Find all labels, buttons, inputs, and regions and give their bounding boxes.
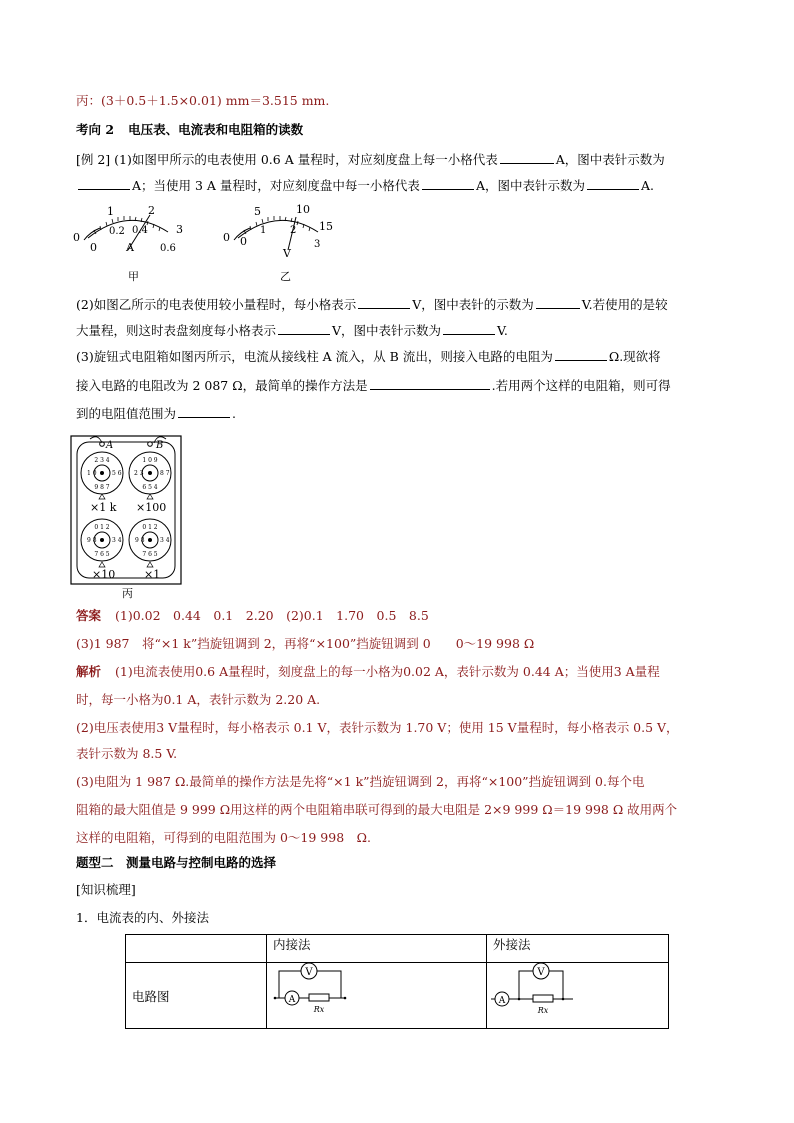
svg-text:1 0: 1 0 — [87, 470, 97, 477]
example-line-3: (2)如图乙所示的电表使用较小量程时，每小格表示 V，图中表针的示数为 V.若使用的是较 — [76, 297, 668, 312]
svg-text:7 6 5: 7 6 5 — [142, 551, 158, 558]
analysis-line-3: (2)电压表使用3 V量程时，每小格表示 0.1 V，表针示数为 1.70 V；使用 15 V量程时，每小格表示 0.5 V， — [76, 720, 679, 735]
voltmeter-symbol: V — [537, 967, 545, 978]
section-label: 考向 2 — [76, 122, 115, 137]
answer-line-2: (3)1 987 将“×1 k”挡旋钮调到 2，再将“×100”挡旋钮调到 0 0～19 998 Ω — [76, 636, 535, 651]
topic-heading: 题型二 测量电路与控制电路的选择 — [76, 855, 277, 870]
terminal-b-label: B — [156, 440, 164, 451]
analysis-line-5: (3)电阻为 1 987 Ω.最简单的操作方法是先将“×1 k”挡旋钮调到 2，再将“×100”挡旋钮调到 0.每个电 — [76, 774, 645, 789]
answer-line-1: 答案 (1)0.02 0.44 0.1 2.20 (2)0.1 1.70 0.5 8.5 — [76, 608, 429, 623]
figure-caption: 丙 — [122, 587, 133, 600]
resistor-label: Rx — [313, 1005, 325, 1014]
svg-text:7 6 5: 7 6 5 — [94, 551, 110, 558]
figure-caption: 乙 — [280, 270, 291, 283]
answer-blank[interactable] — [358, 296, 410, 309]
section-title: 电压表、电流表和电阻箱的读数 — [128, 122, 304, 137]
inner-connection-diagram — [267, 963, 486, 1025]
tick-label: 0.2 — [109, 226, 125, 237]
tick-label: 10 — [296, 203, 310, 216]
tick-label: 0 — [223, 231, 230, 244]
svg-text:9 8: 9 8 — [87, 537, 97, 544]
tick-label: 2 — [290, 225, 297, 236]
svg-text:9 8 7: 9 8 7 — [94, 484, 110, 491]
tick-label: 0 — [73, 231, 80, 244]
svg-text:9 8: 9 8 — [135, 537, 145, 544]
tick-label: 0.4 — [132, 225, 148, 236]
example-line-5: (3)旋钮式电阻箱如图丙所示，电流从接线柱 A 流入，从 B 流出，则接入电路的电阻为 Ω.现欲将 — [76, 349, 661, 364]
knob-label: ×100 — [136, 501, 167, 514]
table-header-outer: 外接法 — [487, 935, 669, 963]
resistance-box-figure — [70, 433, 182, 601]
tick-label: 15 — [319, 220, 333, 233]
resistor-label: Rx — [537, 1006, 549, 1015]
knob-x1[interactable] — [129, 519, 171, 561]
svg-text:2 3 4: 2 3 4 — [94, 457, 110, 464]
table-header-empty — [126, 935, 267, 963]
terminal-a-label: A — [106, 440, 114, 451]
meter-unit-label: A — [126, 241, 134, 254]
analysis-label: 解析 — [76, 664, 102, 679]
prev-answer-line: 丙：(3＋0.5＋1.5×0.01) mm＝3.515 mm. — [76, 93, 330, 108]
inner-circuit-cell — [267, 963, 487, 1029]
knob-x1k[interactable] — [81, 452, 123, 494]
table-header-inner: 内接法 — [267, 935, 487, 963]
tick-label: 0 — [90, 241, 97, 254]
svg-text:3 4: 3 4 — [160, 537, 170, 544]
svg-text:6 5 4: 6 5 4 — [142, 484, 158, 491]
analysis-line-1: 解析 (1)电流表使用0.6 A量程时，刻度盘上的每一小格为0.02 A，表针示数为 0.44 A；当使用3 A量程 — [76, 664, 660, 679]
analysis-line-7: 这样的电阻箱，可得到的电阻范围为 0～19 998 Ω. — [76, 830, 372, 845]
outer-circuit-cell — [487, 963, 669, 1029]
answer-blank[interactable] — [555, 348, 607, 361]
tick-label: 3 — [176, 223, 183, 236]
example-line-6: 接入电路的电阻改为 2 087 Ω，最简单的操作方法是 .若用两个这样的电阻箱，则可得 — [76, 378, 671, 393]
knob-x100[interactable] — [129, 452, 171, 494]
meter-yi-figure — [220, 200, 340, 286]
knowledge-label: [知识梳理] — [76, 882, 136, 897]
svg-text:3 4: 3 4 — [112, 537, 122, 544]
knob-label: ×10 — [92, 568, 116, 581]
svg-text:5 6: 5 6 — [112, 470, 122, 477]
meter-unit-label: V — [283, 247, 291, 260]
knob-x10[interactable] — [81, 519, 123, 561]
figure-caption: 甲 — [128, 270, 139, 283]
connection-method-table — [125, 934, 669, 1029]
analysis-line-4: 表针示数为 8.5 V. — [76, 746, 178, 761]
answer-blank[interactable] — [370, 377, 490, 390]
knob-label: ×1 k — [90, 501, 117, 514]
svg-text:1 0 9: 1 0 9 — [142, 457, 158, 464]
item-1-title: 1．电流表的内、外接法 — [76, 910, 209, 925]
tick-label: 1 — [260, 225, 267, 236]
example-line-1: [例 2] (1)如图甲所示的电表使用 0.6 A 量程时，对应刻度盘上每一小格代表 A，图中表针示数为 — [76, 152, 665, 167]
ammeter-symbol: A — [288, 995, 296, 1005]
ammeter-symbol: A — [498, 996, 506, 1006]
example-line-4: 大量程，则这时表盘刻度每小格表示 V，图中表针示数为 V. — [76, 323, 508, 338]
meter-jia-figure — [70, 200, 190, 286]
svg-text:0 1 2: 0 1 2 — [142, 524, 158, 531]
analysis-line-6: 阻箱的最大阻值是 9 999 Ω用这样的两个电阻箱串联可得到的最大电阻是 2×9 999 Ω＝19 998 Ω 故用两个 — [76, 802, 678, 817]
tick-label: 0.6 — [160, 243, 176, 254]
analysis-line-2: 时，每一小格为0.1 A，表针示数为 2.20 A. — [76, 692, 321, 707]
tick-label: 1 — [107, 205, 114, 218]
svg-text:0 1 2: 0 1 2 — [94, 524, 110, 531]
table-row-label: 电路图 — [126, 963, 267, 1029]
section-heading — [76, 122, 303, 138]
tick-label: 3 — [314, 239, 321, 250]
answer-label: 答案 — [76, 608, 102, 623]
answer-blank[interactable] — [278, 322, 330, 335]
example-line-2: A；当使用 3 A 量程时，对应刻度盘中每一小格代表 A，图中表针示数为 A. — [76, 177, 654, 194]
tick-label: 2 — [148, 204, 155, 217]
answer-blank[interactable] — [500, 151, 554, 164]
answer-blank[interactable] — [587, 177, 639, 190]
example-line-7: 到的电阻值范围为 . — [76, 406, 236, 421]
tick-label: 5 — [254, 205, 261, 218]
svg-text:2 3: 2 3 — [134, 470, 144, 477]
answer-blank[interactable] — [536, 296, 580, 309]
tick-label: 0 — [240, 235, 247, 248]
answer-blank[interactable] — [78, 177, 130, 190]
knob-label: ×1 — [144, 568, 161, 581]
outer-connection-diagram — [487, 963, 668, 1025]
example-tag: [例 2] — [76, 152, 111, 167]
answer-blank[interactable] — [443, 322, 495, 335]
voltmeter-symbol: V — [305, 967, 313, 978]
answer-blank[interactable] — [178, 405, 230, 418]
svg-text:8 7: 8 7 — [160, 470, 170, 477]
answer-blank[interactable] — [422, 177, 474, 190]
